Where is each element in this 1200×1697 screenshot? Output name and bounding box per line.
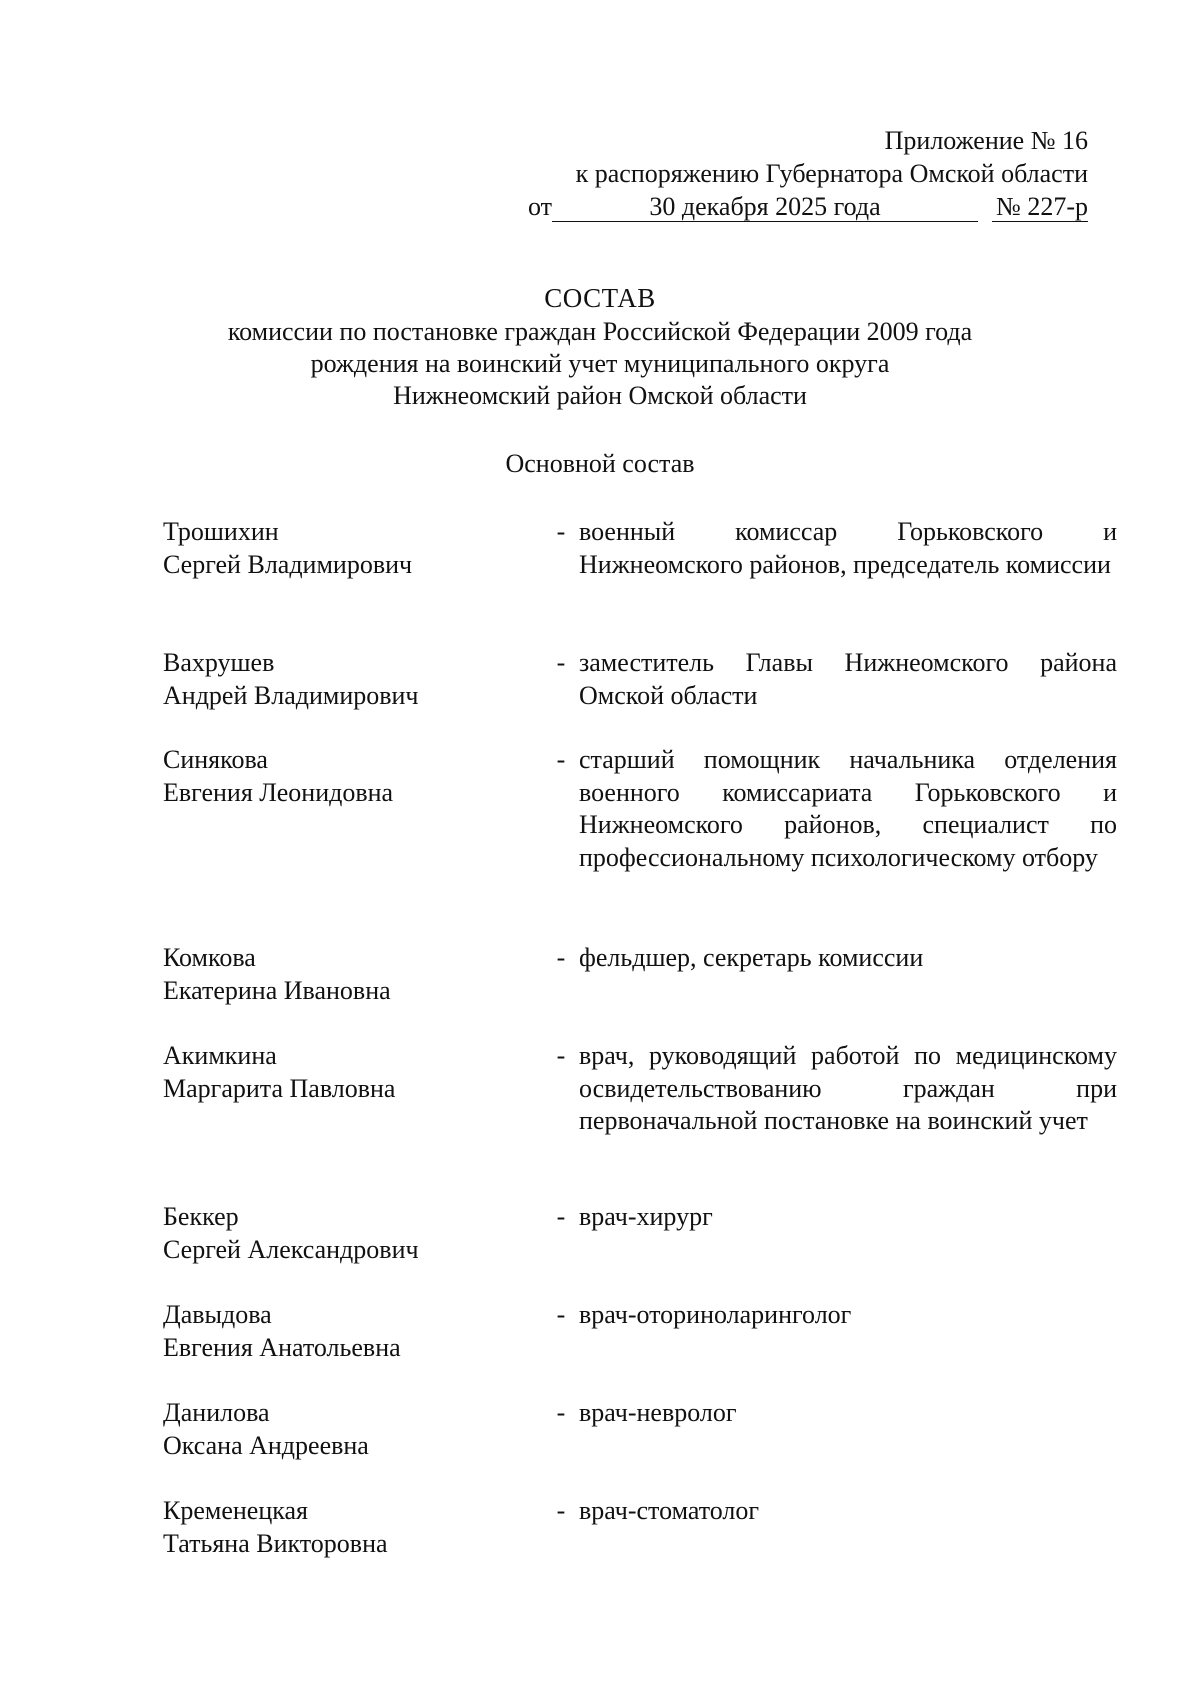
member-role: врач-стоматолог [579, 1496, 760, 1525]
member-entry [163, 516, 1117, 647]
heading-line-2: рождения на воинский учет муниципального округа [310, 349, 890, 378]
member-surname: Трошихин [163, 517, 279, 546]
member-given-names: Маргарита Павловна [163, 1073, 396, 1103]
member-role: врач-оториноларинголог [579, 1300, 852, 1329]
member-given-names: Евгения Леонидовна [163, 777, 394, 807]
member-surname: Вахрушев [163, 648, 275, 677]
section-heading: Основной состав [505, 449, 695, 478]
member-entry [163, 1040, 1117, 1201]
dash-separator: - [556, 745, 566, 774]
dash-separator: - [556, 1300, 566, 1329]
member-given-names: Сергей Владимирович [163, 549, 413, 579]
appendix-header [528, 124, 1088, 223]
heading-line-1: комиссии по постановке граждан Российской Федерации 2009 года [227, 317, 973, 346]
member-surname: Давыдова [163, 1300, 272, 1329]
member-role: заместитель Главы Нижнеомского района Омской области [579, 648, 1117, 710]
appendix-number: Приложение № 16 [884, 126, 1088, 155]
dash-separator: - [556, 1041, 566, 1070]
dash-separator: - [556, 943, 566, 972]
document-heading [0, 282, 1200, 412]
member-name [163, 1299, 543, 1397]
member-surname: Беккер [163, 1202, 239, 1231]
member-surname: Данилова [163, 1398, 270, 1427]
dash-separator: - [556, 1202, 566, 1231]
member-surname: Комкова [163, 943, 256, 972]
appendix-reference: к распоряжению Губернатора Омской области [575, 159, 1088, 188]
member-name [163, 1040, 543, 1201]
heading-line-3: Нижнеомский район Омской области [393, 381, 807, 410]
members-list [163, 516, 1117, 1575]
member-role: фельдшер, секретарь комиссии [579, 943, 924, 972]
member-surname: Акимкина [163, 1041, 277, 1070]
member-entry [163, 1397, 1117, 1495]
document-title: СОСТАВ [544, 283, 656, 313]
member-entry [163, 942, 1117, 1040]
member-role: старший помощник начальника отделения военного комиссариата Горьковского и Нижнеомского районов, специалист по профессиональному психологическому отбору [579, 745, 1117, 872]
order-number: № 227-р [992, 193, 1088, 222]
order-date: 30 декабря 2025 года [552, 193, 978, 222]
dash-separator: - [556, 517, 566, 546]
member-name [163, 942, 543, 1040]
date-prefix: от [528, 192, 553, 221]
member-given-names: Оксана Андреевна [163, 1430, 369, 1460]
appendix-date-line [528, 190, 1088, 223]
member-entry [163, 1201, 1117, 1299]
member-given-names: Андрей Владимирович [163, 680, 419, 710]
member-given-names: Екатерина Ивановна [163, 975, 391, 1005]
member-given-names: Татьяна Викторовна [163, 1528, 388, 1558]
member-name [163, 744, 543, 942]
member-name [163, 1201, 543, 1299]
dash-separator: - [556, 1398, 566, 1427]
member-entry [163, 1299, 1117, 1397]
member-given-names: Евгения Анатольевна [163, 1332, 401, 1362]
member-surname: Синякова [163, 745, 268, 774]
member-name [163, 1495, 543, 1575]
member-entry [163, 1495, 1117, 1575]
member-role: врач-невролог [579, 1398, 737, 1427]
member-role: врач, руководящий работой по медицинскому освидетельствованию граждан при первоначальной постановке на воинский учет [579, 1041, 1117, 1135]
member-entry [163, 744, 1117, 942]
member-role: военный комиссар Горьковского и Нижнеомского районов, председатель комиссии [579, 517, 1117, 579]
member-name [163, 1397, 543, 1495]
member-name [163, 647, 543, 744]
dash-separator: - [556, 1496, 566, 1525]
member-surname: Кременецкая [163, 1496, 308, 1525]
member-role: врач-хирург [579, 1202, 713, 1231]
member-entry [163, 647, 1117, 744]
dash-separator: - [556, 648, 566, 677]
member-name [163, 516, 543, 647]
member-given-names: Сергей Александрович [163, 1234, 419, 1264]
